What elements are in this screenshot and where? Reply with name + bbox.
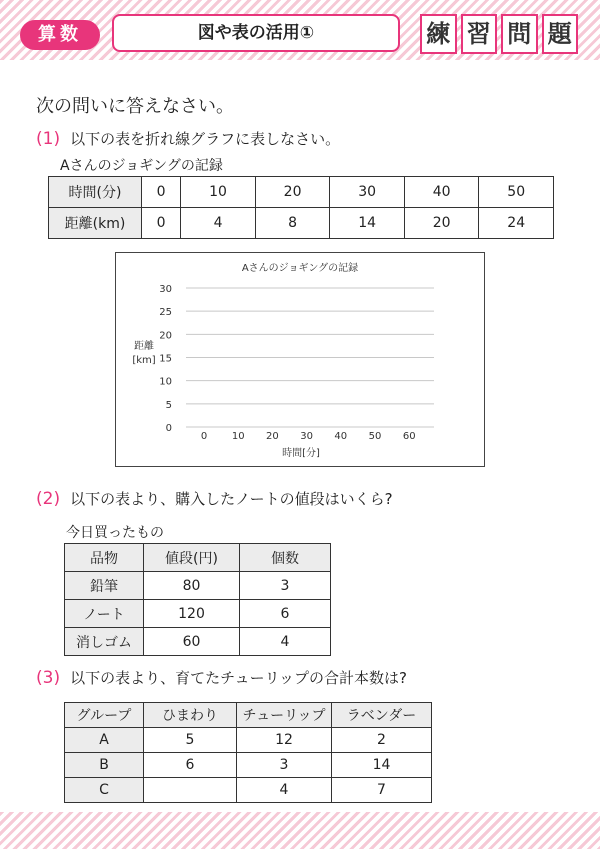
table-row <box>65 600 331 628</box>
table-cell: 2 <box>332 728 432 753</box>
table-header-row <box>65 544 331 572</box>
instruction-text: 次の問いに答えなさい。 <box>36 96 234 117</box>
table-row <box>65 753 432 778</box>
table-cell: 10 <box>181 177 256 208</box>
table-cell: 6 <box>144 753 237 778</box>
table-cell: 12 <box>237 728 332 753</box>
row-header: C <box>65 778 144 803</box>
column-header: グループ <box>65 703 144 728</box>
table-cell: 0 <box>142 208 181 239</box>
question-number: (2) <box>36 489 61 509</box>
x-axis-ticks <box>201 431 416 442</box>
question-text: 以下の表より、育てたチューリップの合計本数は? <box>70 669 408 687</box>
table-caption: 今日買ったもの <box>66 525 164 541</box>
row-header: 時間(分) <box>49 177 142 208</box>
x-tick-label: 0 <box>200 431 208 442</box>
practice-label <box>420 14 578 54</box>
y-tick-label: 15 <box>159 353 172 365</box>
column-header: チューリップ <box>237 703 332 728</box>
table-cell: 5 <box>144 728 237 753</box>
column-header: 値段(円) <box>144 544 240 572</box>
table-cell: 14 <box>332 753 432 778</box>
x-tick-label: 20 <box>266 431 279 442</box>
table-cell: 40 <box>404 177 479 208</box>
row-header: 鉛筆 <box>65 572 144 600</box>
footer-stripe-band <box>0 812 600 849</box>
table-cell <box>144 778 237 803</box>
practice-char: 習 <box>461 14 498 54</box>
column-header: ラベンダー <box>332 703 432 728</box>
y-tick-label: 20 <box>159 330 172 342</box>
flower-table <box>64 702 432 803</box>
chart-grid <box>186 288 434 427</box>
x-tick-label: 30 <box>300 431 313 442</box>
question-number: (3) <box>36 668 61 688</box>
y-tick-label: 5 <box>165 399 172 411</box>
table-cell: 4 <box>240 628 331 656</box>
table-cell: 50 <box>479 177 554 208</box>
worksheet-title: 図や表の活用① <box>112 14 400 52</box>
table-header-row <box>65 703 432 728</box>
y-axis-label-line: 距離 <box>134 341 154 352</box>
question-3 <box>36 667 407 688</box>
row-header: A <box>65 728 144 753</box>
practice-char: 題 <box>542 14 579 54</box>
table-cell: 60 <box>144 628 240 656</box>
question-text: 以下の表を折れ線グラフに表しなさい。 <box>70 130 341 148</box>
table-cell: 3 <box>237 753 332 778</box>
y-axis-ticks <box>159 284 172 434</box>
y-tick-label: 30 <box>159 284 172 295</box>
table-cell: 20 <box>404 208 479 239</box>
table-cell: 8 <box>255 208 330 239</box>
table-cell: 120 <box>144 600 240 628</box>
table-cell: 0 <box>142 177 181 208</box>
chart-canvas <box>116 253 484 466</box>
x-tick-label: 50 <box>368 431 382 442</box>
x-axis-label: 時間[分] <box>282 448 320 459</box>
table-row <box>49 208 554 239</box>
y-tick-label: 10 <box>159 376 172 388</box>
table-cell: 80 <box>144 572 240 600</box>
column-header: 個数 <box>240 544 331 572</box>
table-cell: 20 <box>255 177 330 208</box>
practice-char: 練 <box>420 14 457 54</box>
chart-title: Aさんのジョギングの記録 <box>241 263 359 274</box>
y-axis-label-line: [km] <box>132 355 156 366</box>
line-chart <box>115 252 485 467</box>
table-cell: 24 <box>479 208 554 239</box>
table-row <box>65 728 432 753</box>
table-row <box>65 572 331 600</box>
table-cell: 4 <box>237 778 332 803</box>
table-cell: 30 <box>330 177 405 208</box>
row-header: 距離(km) <box>49 208 142 239</box>
table-cell: 3 <box>240 572 331 600</box>
row-header: ノート <box>65 600 144 628</box>
table-cell: 4 <box>181 208 256 239</box>
question-text: 以下の表より、購入したノートの値段はいくら? <box>70 490 393 508</box>
question-number: (1) <box>36 129 61 149</box>
table-cell: 14 <box>330 208 405 239</box>
question-1 <box>36 128 340 149</box>
y-tick-label: 25 <box>159 307 172 319</box>
row-header: B <box>65 753 144 778</box>
jogging-table <box>48 176 554 239</box>
subject-badge: 算数 <box>20 20 100 50</box>
row-header: 消しゴム <box>65 628 144 656</box>
purchase-table <box>64 543 331 656</box>
table-row <box>65 778 432 803</box>
table-caption: Aさんのジョギングの記録 <box>60 158 223 174</box>
x-tick-label: 10 <box>231 431 245 442</box>
question-2 <box>36 488 393 509</box>
table-cell: 7 <box>332 778 432 803</box>
x-tick-label: 60 <box>402 431 416 442</box>
practice-char: 問 <box>501 14 538 54</box>
column-header: ひまわり <box>144 703 237 728</box>
column-header: 品物 <box>65 544 144 572</box>
table-row <box>65 628 331 656</box>
y-tick-label: 0 <box>165 423 172 434</box>
x-tick-label: 40 <box>334 431 348 442</box>
table-cell: 6 <box>240 600 331 628</box>
table-row <box>49 177 554 208</box>
